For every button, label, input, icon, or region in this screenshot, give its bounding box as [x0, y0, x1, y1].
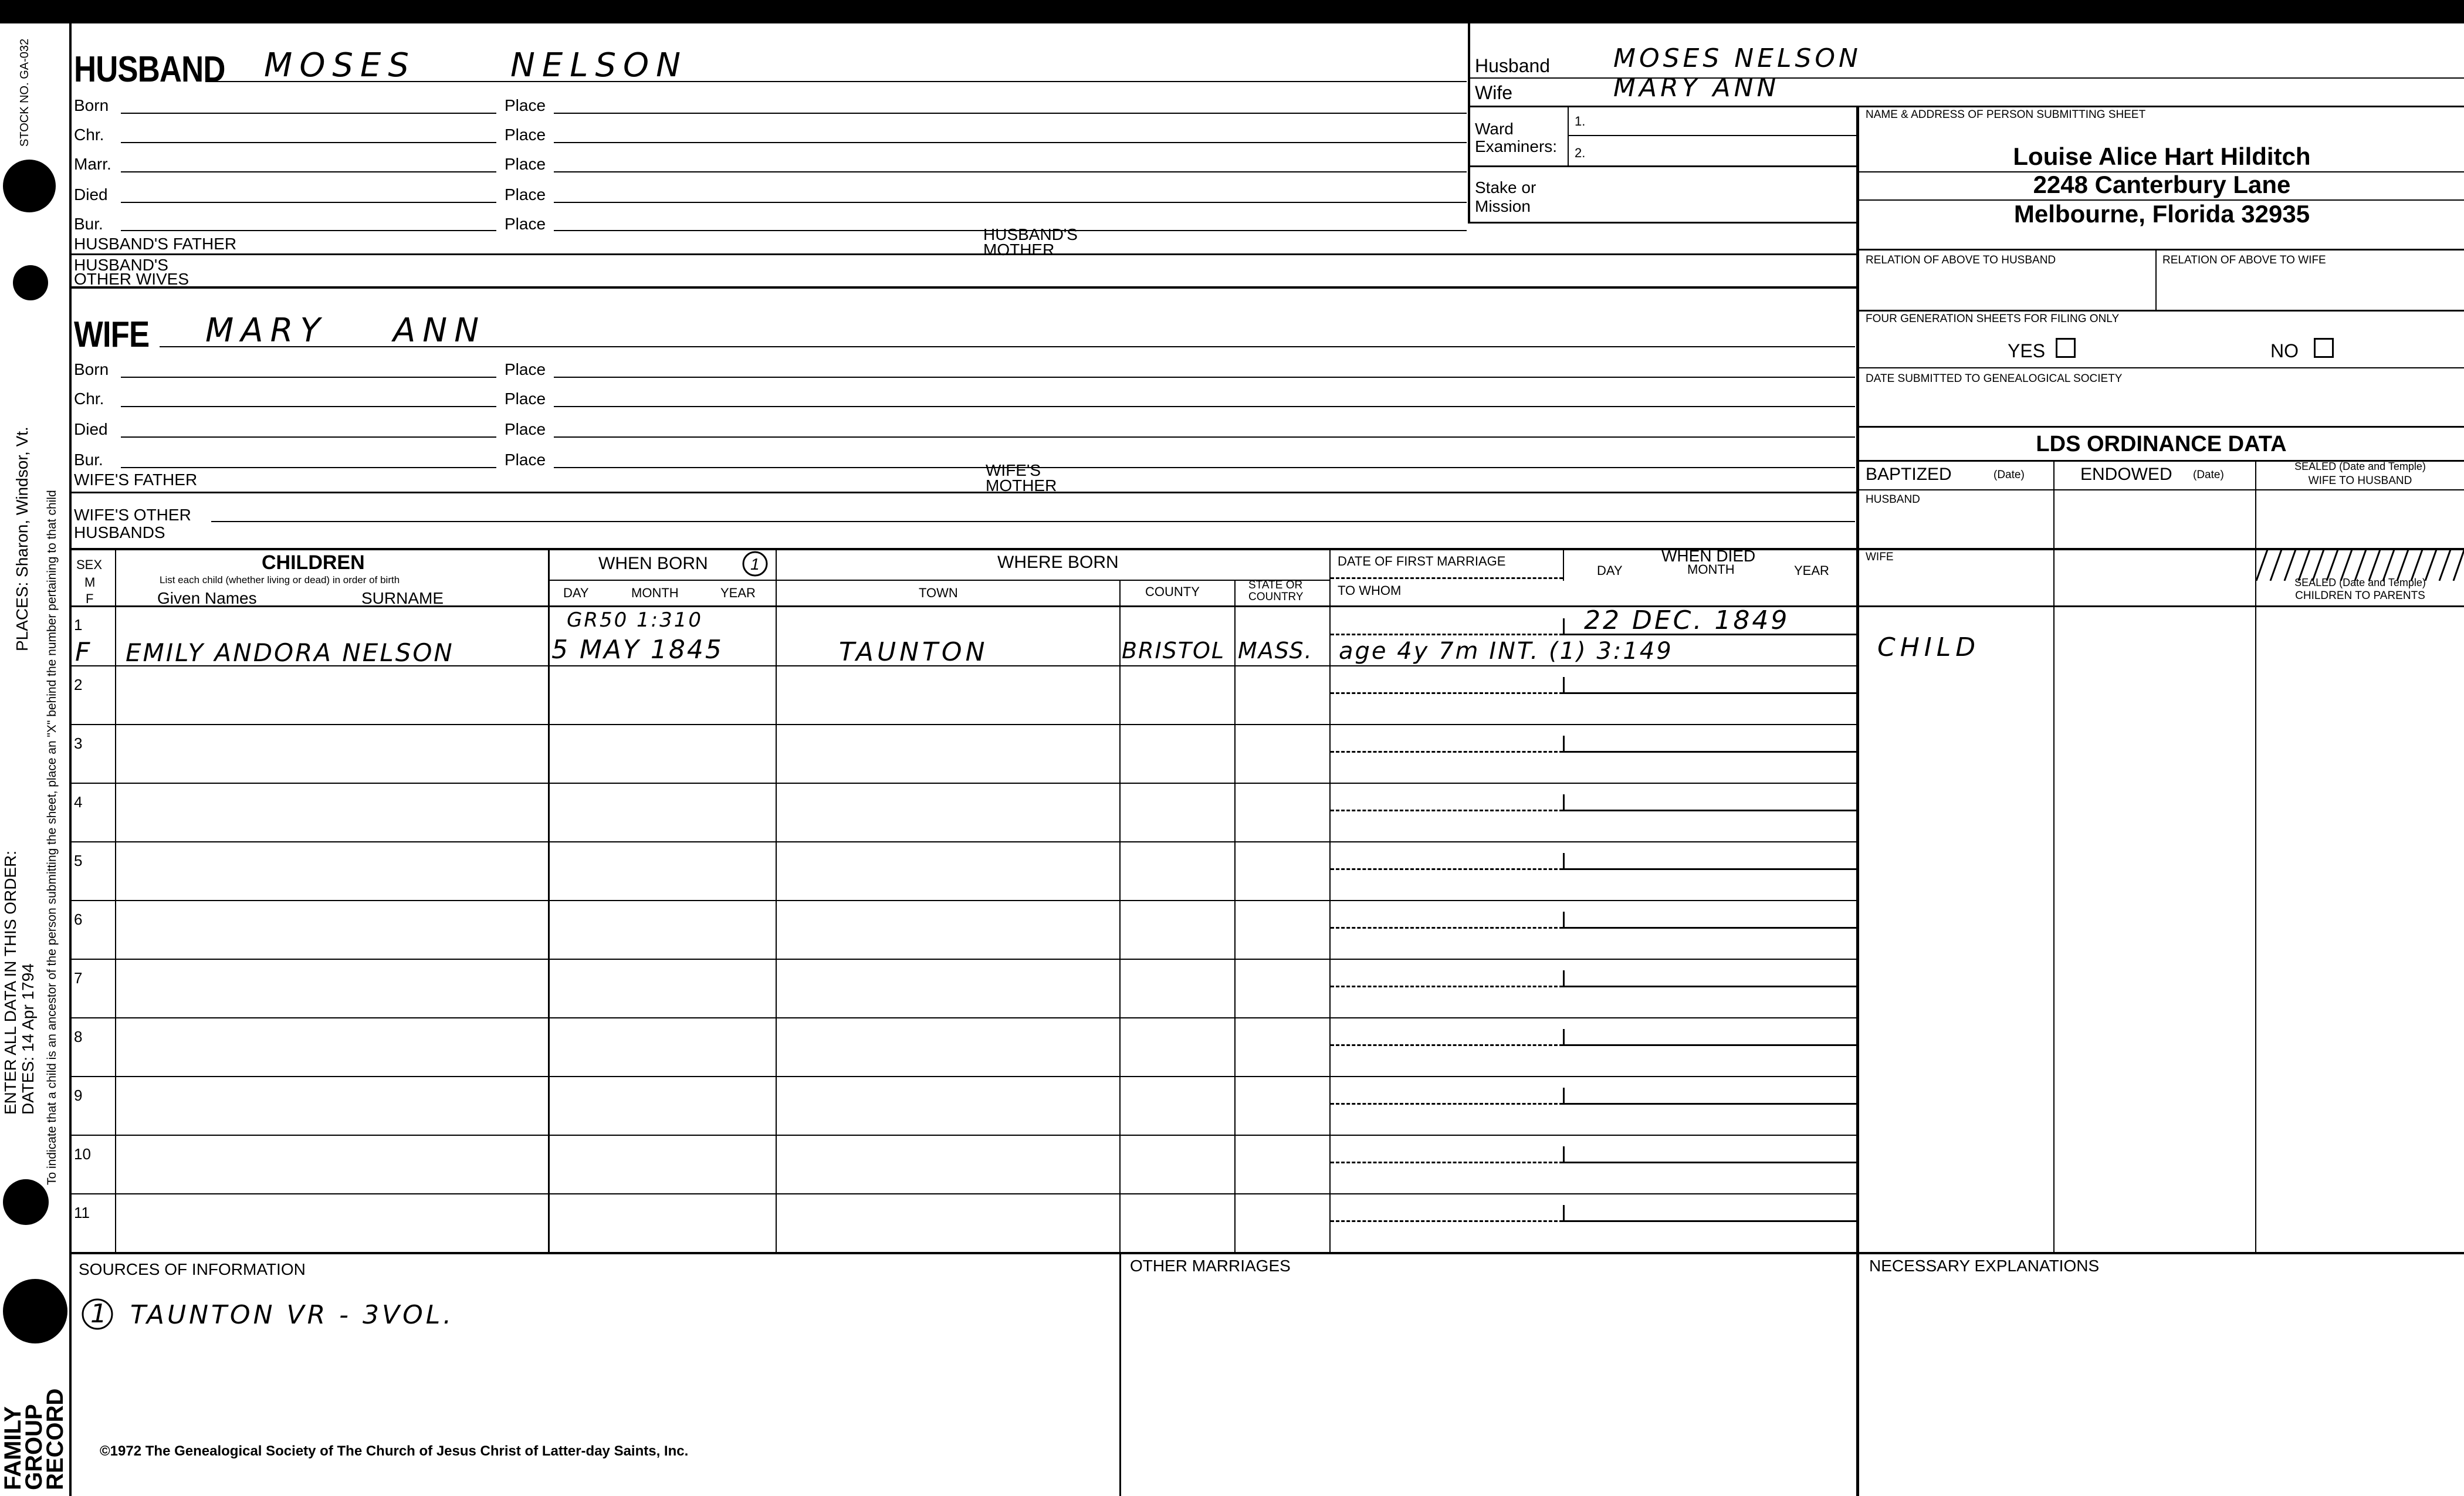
child-row-line: [70, 1193, 1856, 1194]
state-header-1: STATE OR: [1248, 579, 1303, 591]
lds-wife-row-label: WIFE: [1866, 551, 1894, 563]
husband-died-date-line[interactable]: [121, 202, 496, 203]
form-title-group: GROUP: [21, 1404, 47, 1490]
child-row-number: 8: [74, 1028, 83, 1045]
child-row-died-date-box[interactable]: [1563, 1029, 1858, 1046]
child-1-ordinance[interactable]: CHILD: [1877, 632, 1981, 662]
lds-sealed-children-label-2: CHILDREN TO PARENTS: [2295, 590, 2425, 602]
died-month-header: MONTH: [1687, 562, 1735, 577]
wife-other-husbands-label-2: HUSBANDS: [74, 523, 165, 541]
lds-sealed-children-label-1: SEALED (Date and Temple): [2294, 577, 2426, 588]
child-row-number: 9: [74, 1087, 83, 1104]
child-row-died-date-box[interactable]: [1563, 1205, 1858, 1222]
lds-sealed-wife-label-1: SEALED (Date and Temple): [2294, 461, 2426, 472]
wife-given-name[interactable]: MARY: [205, 312, 327, 350]
top-right-husband-value[interactable]: MOSES NELSON: [1613, 43, 1861, 73]
top-right-wife-line: [1468, 106, 2464, 107]
left-margin-rule: [69, 23, 72, 1496]
when-born-header: WHEN BORN: [598, 554, 708, 573]
surname-header: SURNAME: [361, 589, 444, 607]
examiner-1-label: 1.: [1575, 114, 1586, 128]
husband-died-place-line[interactable]: [554, 202, 1467, 203]
child-row-died-date-box[interactable]: [1563, 1146, 1858, 1163]
wife-bur-label: Bur.: [74, 451, 103, 469]
sex-f-header: F: [86, 591, 94, 606]
children-header-bottom: [70, 605, 2464, 607]
other-marriages-label: OTHER MARRIAGES: [1130, 1257, 1291, 1275]
four-gen-bottom: [1859, 367, 2464, 368]
child-row-number: 2: [74, 676, 83, 693]
examiner-1-line[interactable]: [1568, 135, 1856, 136]
wife-father-line[interactable]: [70, 492, 1856, 493]
top-right-husband-label: Husband: [1475, 55, 1551, 76]
wife-other-husbands-label-1: WIFE'S OTHER: [74, 506, 191, 524]
child-row-marriage-date-line[interactable]: [1331, 692, 1563, 694]
husband-section-bottom: [70, 286, 1856, 289]
wife-heading: WIFE: [74, 314, 150, 355]
four-gen-yes-label: YES: [2008, 340, 2046, 361]
submitter-name[interactable]: Louise Alice Hart Hilditch: [2013, 143, 2311, 170]
date-submitted-label: DATE SUBMITTED TO GENEALOGICAL SOCIETY: [1866, 373, 2123, 385]
stake-label-2: Mission: [1475, 197, 1531, 215]
copyright-notice: ©1972 The Genealogical Society of The Church of Jesus Christ of Latter-day Saints, Inc.: [100, 1443, 689, 1459]
child-row-marriage-date-line[interactable]: [1331, 1220, 1563, 1222]
born-month-header: MONTH: [631, 585, 679, 600]
husband-mother-label-1: HUSBAND'S: [983, 225, 1078, 243]
when-died-header: WHEN DIED: [1661, 547, 1756, 565]
lds-sealed-wife-label-2: WIFE TO HUSBAND: [2308, 475, 2412, 487]
four-generation-label: FOUR GENERATION SHEETS FOR FILING ONLY: [1866, 313, 2120, 325]
husband-marr-label: Marr.: [74, 155, 111, 173]
sex-m-header: M: [84, 575, 96, 590]
header-subdivider: [548, 580, 1329, 581]
child-row-died-date-box[interactable]: [1563, 736, 1858, 753]
child-row-line: [70, 900, 1856, 901]
punch-hole: [3, 1179, 49, 1225]
sex-header: SEX: [76, 557, 103, 572]
wife-born-place-line[interactable]: [554, 377, 1855, 378]
given-names-header: Given Names: [157, 589, 257, 607]
stake-label-1: Stake or: [1475, 178, 1536, 197]
died-day-header: DAY: [1597, 563, 1623, 578]
child-row-marriage-date-line[interactable]: [1331, 927, 1563, 929]
first-marriage-dash-header: [1331, 577, 1563, 579]
husband-died-label: Died: [74, 185, 108, 204]
wife-died-label: Died: [74, 420, 108, 438]
wife-other-husbands-line[interactable]: [211, 521, 1855, 522]
wife-section-bottom: [70, 548, 2464, 550]
child-row-1-number: 1: [74, 616, 83, 634]
child-row-number: 4: [74, 793, 83, 811]
child-row-number: 11: [74, 1204, 90, 1221]
submitter-street[interactable]: 2248 Canterbury Lane: [2033, 171, 2291, 198]
lds-baptized-label: BAPTIZED: [1866, 465, 1952, 484]
child-row-died-date-box[interactable]: [1563, 794, 1858, 811]
wife-surname[interactable]: ANN: [393, 312, 486, 350]
husband-heading: HUSBAND: [74, 49, 225, 90]
child-row-line: [70, 959, 1856, 960]
lds-endowed-date-tag: (Date): [2193, 469, 2224, 481]
husband-born-place-line[interactable]: [554, 113, 1467, 114]
child-row-marriage-date-line[interactable]: [1331, 810, 1563, 811]
child-row-line: [70, 1135, 1856, 1136]
county-header: COUNTY: [1145, 584, 1200, 599]
husband-born-place-label: Place: [505, 96, 546, 114]
child-row-line: [70, 841, 1856, 842]
lds-col-divider-1: [2053, 460, 2055, 1252]
col-county-divider: [1234, 580, 1236, 1252]
to-whom-header: TO WHOM: [1338, 583, 1402, 598]
date-submitted-bottom: [1859, 426, 2464, 428]
child-row-marriage-date-line[interactable]: [1331, 1044, 1563, 1046]
died-year-header: YEAR: [1794, 563, 1829, 578]
submitter-label: NAME & ADDRESS OF PERSON SUBMITTING SHEET: [1866, 109, 2146, 121]
child-1-born[interactable]: 5 MAY 1845: [551, 635, 723, 665]
child-row-marriage-date-line[interactable]: [1331, 751, 1563, 753]
wife-born-place-label: Place: [505, 360, 546, 378]
lds-header-bottom: [1859, 489, 2464, 490]
wife-died-date-line[interactable]: [121, 436, 496, 438]
lds-baptized-date-tag: (Date): [1993, 469, 2025, 481]
submitter-bottom: [1859, 249, 2464, 251]
child-row-number: 6: [74, 911, 83, 928]
child-row-marriage-date-line[interactable]: [1331, 986, 1563, 987]
wife-bur-place-line[interactable]: [554, 467, 1855, 468]
lds-husband-row-label: HUSBAND: [1866, 493, 1920, 506]
footer-top-border: [70, 1252, 2464, 1254]
explanations-label: NECESSARY EXPLANATIONS: [1869, 1257, 2100, 1275]
footer-divider-1: [1119, 1253, 1121, 1496]
husband-chr-label: Chr.: [74, 126, 104, 144]
child-1-name[interactable]: EMILY ANDORA NELSON: [126, 638, 454, 667]
child-row-number: 5: [74, 852, 83, 869]
ward-label: Ward: [1475, 120, 1514, 138]
sources-label: SOURCES OF INFORMATION: [79, 1260, 306, 1278]
child-row-line: [70, 724, 1856, 725]
husband-other-wives-label-2: OTHER WIVES: [74, 270, 189, 288]
relation-wife-label: RELATION OF ABOVE TO WIFE: [2162, 254, 2326, 266]
relation-husband-label: RELATION OF ABOVE TO HUSBAND: [1866, 254, 2056, 266]
stock-number: STOCK NO. GA-032: [18, 38, 31, 147]
lds-endowed-label: ENDOWED: [2080, 465, 2172, 484]
wife-born-label: Born: [74, 360, 109, 378]
when-born-source-number: 1: [750, 555, 760, 573]
wife-mother-label-2: MOTHER: [986, 476, 1057, 495]
husband-mother-label-2: MOTHER: [983, 241, 1055, 259]
state-header-2: COUNTRY: [1248, 591, 1304, 603]
child-row-died-date-box[interactable]: [1563, 853, 1858, 870]
relation-divider: [2155, 249, 2157, 310]
child-row-line: [70, 783, 1856, 784]
child-row-died-date-box[interactable]: [1563, 677, 1858, 694]
town-header: TOWN: [919, 585, 958, 600]
husband-died-place-label: Place: [505, 185, 546, 204]
form-title-record: RECORD: [42, 1388, 68, 1490]
husband-marr-place-label: Place: [505, 155, 546, 173]
punch-hole: [13, 265, 48, 300]
born-year-header: YEAR: [720, 585, 756, 600]
examiners-divider: [1568, 107, 1569, 165]
husband-father-label: HUSBAND'S FATHER: [74, 235, 237, 253]
child-1-died-note[interactable]: age 4y 7m INT. (1) 3:149: [1339, 638, 1673, 665]
four-gen-yes-checkbox[interactable]: [2056, 338, 2076, 358]
wife-chr-date-line[interactable]: [121, 406, 496, 407]
child-1-state[interactable]: MASS.: [1238, 638, 1313, 664]
wife-bur-date-line[interactable]: [121, 467, 496, 468]
stake-bottom: [1468, 222, 1856, 224]
child-row-died-date-box[interactable]: [1563, 970, 1858, 987]
top-right-block-left-border: [1468, 23, 1470, 223]
child-row-died-date-box[interactable]: [1563, 1088, 1858, 1105]
child-row-marriage-date-line[interactable]: [1331, 634, 1563, 635]
punch-hole: [3, 1279, 67, 1343]
child-row-marriage-date-line[interactable]: [1331, 1162, 1563, 1163]
wife-died-place-line[interactable]: [554, 436, 1855, 438]
child-row-line: [70, 1017, 1856, 1018]
col-town-divider: [1119, 580, 1121, 1252]
wife-mother-label-1: WIFE'S: [986, 461, 1041, 479]
husband-bur-date-line[interactable]: [121, 230, 496, 231]
wife-bur-place-label: Place: [505, 451, 546, 469]
first-marriage-header: DATE OF FIRST MARRIAGE: [1338, 554, 1506, 568]
col-died-divider: [1563, 548, 1564, 581]
top-right-wife-label: Wife: [1475, 82, 1512, 103]
child-1-born-note[interactable]: GR50 1:310: [567, 608, 703, 632]
husband-other-wives-label-1: HUSBAND'S: [74, 256, 168, 274]
children-instruction: List each child (whether living or dead) in order of birth: [160, 574, 400, 585]
four-gen-no-checkbox[interactable]: [2314, 338, 2334, 358]
husband-marr-place-line[interactable]: [554, 171, 1467, 172]
places-order: PLACES: Sharon, Windsor, Vt.: [13, 427, 31, 651]
relation-bottom: [1859, 310, 2464, 312]
child-row-number: 3: [74, 735, 83, 752]
husband-chr-place-label: Place: [505, 126, 546, 144]
child-1-county[interactable]: BRISTOL: [1122, 638, 1226, 664]
child-row-number: 10: [74, 1145, 91, 1163]
four-gen-no-label: NO: [2270, 340, 2299, 361]
child-row-marriage-date-line[interactable]: [1331, 868, 1563, 870]
examiners-bottom: [1468, 165, 1856, 167]
born-day-header: DAY: [563, 585, 589, 600]
form-title-family: FAMILY: [0, 1406, 26, 1490]
husband-marr-date-line[interactable]: [121, 171, 496, 172]
ancestor-indicator-note: To indicate that a child is an ancestor of the person submitting the sheet, place an "X" behind the number pertaining to that child: [45, 490, 59, 1185]
husband-father-line[interactable]: [70, 253, 1856, 255]
wife-died-place-label: Place: [505, 420, 546, 438]
source-1-text[interactable]: TAUNTON VR - 3VOL.: [130, 1300, 455, 1330]
children-header: CHILDREN: [262, 551, 365, 574]
enter-data-order: ENTER ALL DATA IN THIS ORDER:: [1, 850, 19, 1115]
child-row-marriage-date-line[interactable]: [1331, 1103, 1563, 1105]
top-border-band: [0, 0, 2464, 23]
husband-bur-label: Bur.: [74, 215, 103, 233]
child-1-sex[interactable]: F: [75, 637, 94, 667]
child-1-died[interactable]: 22 DEC. 1849: [1584, 605, 1790, 635]
husband-chr-place-line[interactable]: [554, 142, 1467, 143]
top-right-wife-value[interactable]: MARY ANN: [1613, 73, 1780, 103]
husband-born-date-line[interactable]: [121, 113, 496, 114]
child-row-number: 7: [74, 969, 83, 987]
where-born-header: WHERE BORN: [997, 553, 1119, 572]
husband-born-label: Born: [74, 96, 109, 114]
child-1-town[interactable]: TAUNTON: [839, 637, 989, 667]
wife-chr-place-line[interactable]: [554, 406, 1855, 407]
examiner-2-label: 2.: [1575, 145, 1586, 160]
source-1-number: 1: [90, 1299, 107, 1329]
child-row-line: [70, 1076, 1856, 1077]
child-row-died-date-box[interactable]: [1563, 912, 1858, 929]
sealed-hatch-pattern: [2256, 548, 2464, 581]
husband-chr-date-line[interactable]: [121, 142, 496, 143]
husband-given-name[interactable]: MOSES: [264, 46, 416, 84]
wife-father-label: WIFE'S FATHER: [74, 471, 198, 489]
dates-order: DATES: 14 Apr 1794: [19, 963, 37, 1115]
lds-title: LDS ORDINANCE DATA: [2036, 432, 2287, 456]
wife-chr-place-label: Place: [505, 390, 546, 408]
wife-born-date-line[interactable]: [121, 377, 496, 378]
punch-hole: [3, 160, 56, 212]
wife-chr-label: Chr.: [74, 390, 104, 408]
examiners-label: Examiners:: [1475, 137, 1558, 155]
submitter-city[interactable]: Melbourne, Florida 32935: [2013, 200, 2310, 228]
husband-surname[interactable]: NELSON: [510, 46, 688, 84]
husband-bur-place-label: Place: [505, 215, 546, 233]
